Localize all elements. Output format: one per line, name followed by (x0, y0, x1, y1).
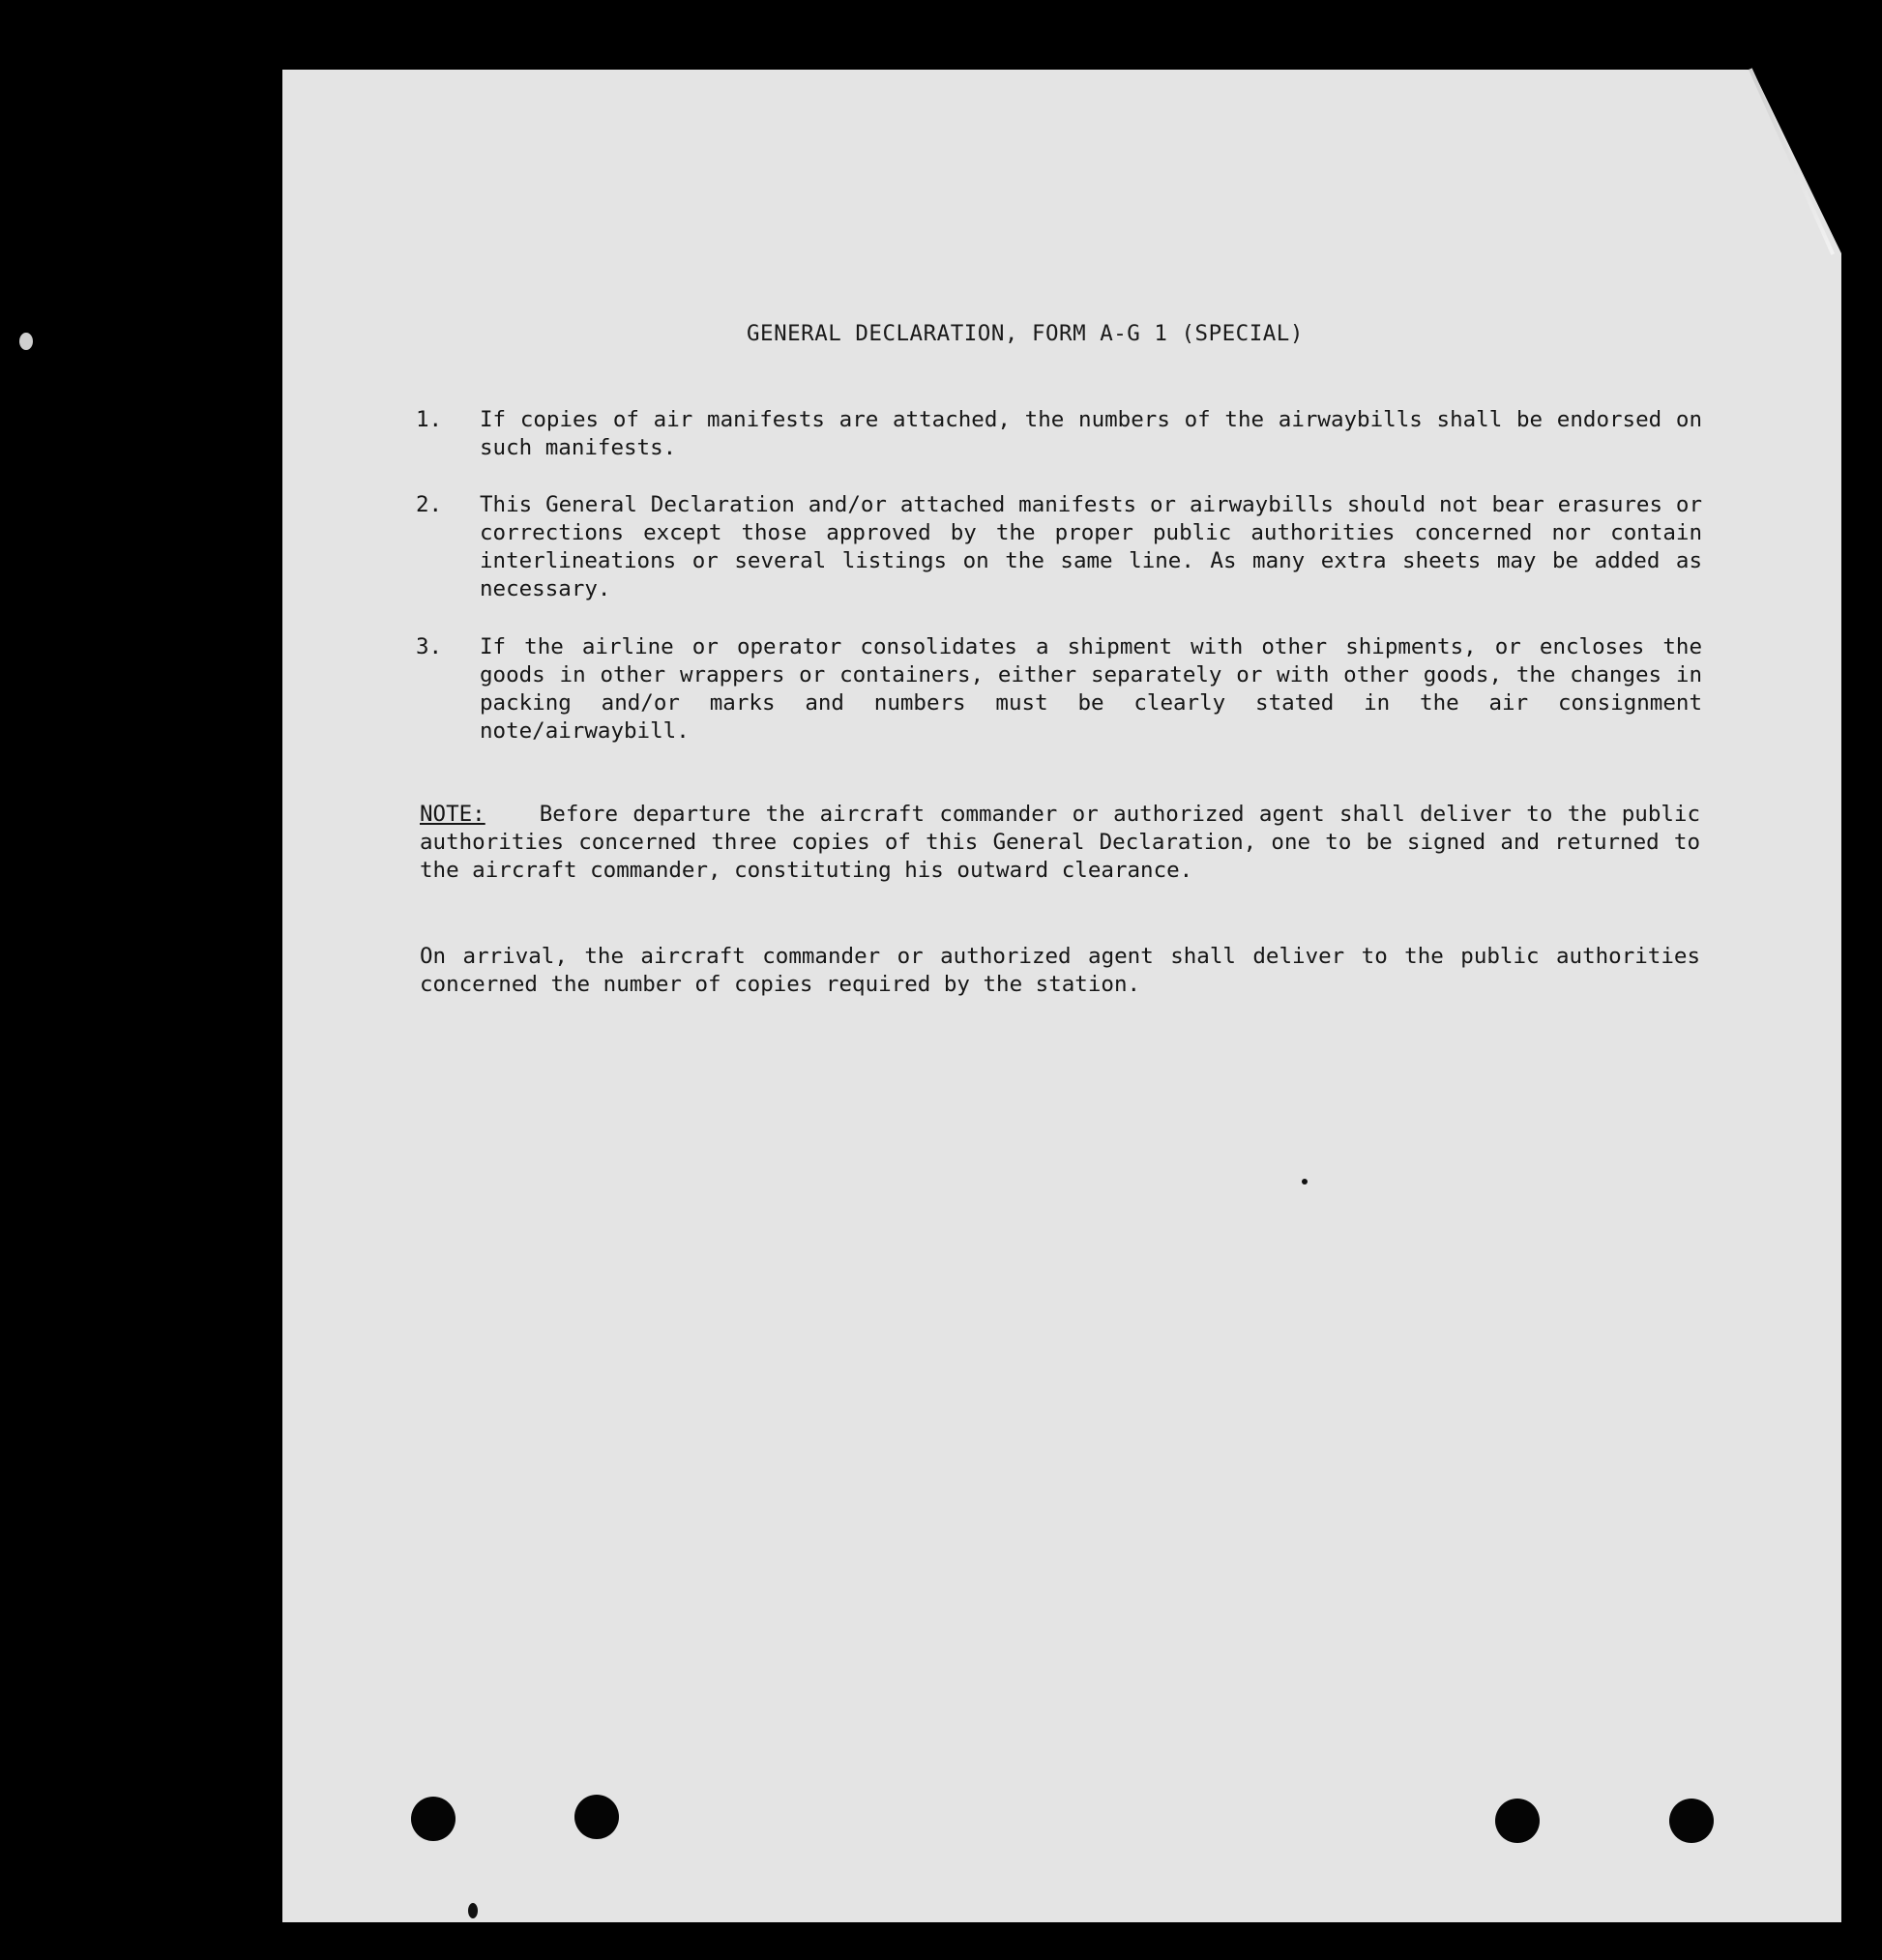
punch-hole (1495, 1799, 1540, 1843)
arrival-paragraph: On arrival, the aircraft commander or authorized agent shall deliver to the public authorities concerned the number of copies required by the station. (420, 944, 1700, 997)
list-item-text: If the airline or operator consolidates a shipment with other shipments, or encloses the goods in other wrappers or containers, either separately or with other goods, the changes in packing and/or marks and numbers must be clearly stated in the air consignment note/airwaybill. (480, 634, 1702, 744)
list-item (416, 491, 1702, 603)
note-label: NOTE: (420, 802, 485, 827)
list-item-number: 3. (416, 634, 443, 659)
ink-speck (1302, 1179, 1308, 1185)
list-item-text: If copies of air manifests are attached, the numbers of the airwaybills shall be endorsed on such manifests. (480, 407, 1702, 460)
punch-hole (1669, 1799, 1714, 1843)
ink-speck (468, 1903, 478, 1918)
scan-artifact (19, 333, 33, 350)
note-text: Before departure the aircraft commander or authorized agent shall deliver to the public authorities concerned three copies of this General Declaration, one to be signed and returned to the aircraft commander, constituting his outward clearance. (420, 802, 1700, 883)
punch-hole (411, 1797, 456, 1841)
list-item-number: 1. (416, 407, 443, 432)
document-title: GENERAL DECLARATION, FORM A-G 1 (SPECIAL) (747, 321, 1304, 346)
punch-hole (574, 1795, 619, 1839)
list-item-number: 2. (416, 492, 443, 517)
list-item (416, 406, 1702, 462)
note-paragraph (420, 801, 1700, 885)
list-item (416, 633, 1702, 746)
list-item-text: This General Declaration and/or attached manifests or airwaybills should not bear erasures or corrections except those approved by the proper public authorities concerned nor contain interlineations or several listings on the same line. As many extra sheets may be added as necessary. (480, 492, 1702, 601)
